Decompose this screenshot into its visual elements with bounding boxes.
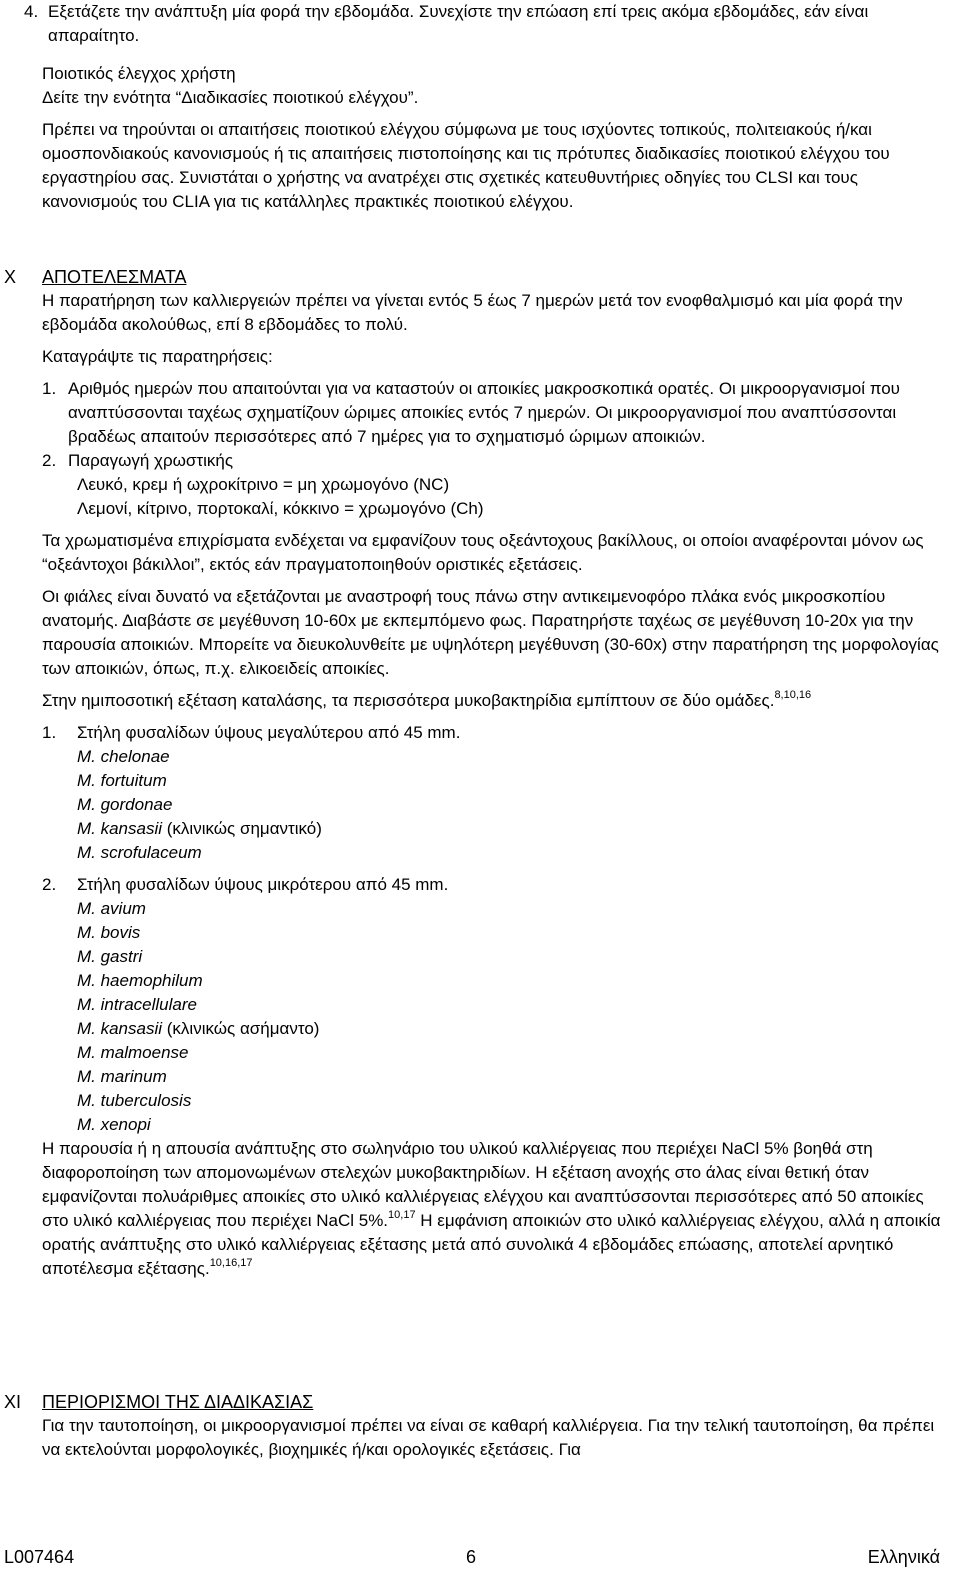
organism-name: M. gastri: [77, 947, 143, 966]
qc-title: Ποιοτικός έλεγχος χρήστη: [42, 64, 236, 83]
qc-paragraph: [42, 118, 942, 214]
organism-name: M. malmoense: [77, 1043, 189, 1062]
record-observations: Καταγράψτε τις παρατηρήσεις:: [42, 347, 273, 366]
semi-ref: 8,10,16: [774, 689, 812, 701]
organism-name: M. tuberculosis: [77, 1091, 192, 1110]
organism-name: M. intracellulare: [77, 995, 197, 1014]
page-number: 6: [466, 1547, 477, 1567]
organism-item: [42, 1017, 942, 1041]
semi-text: Στην ημιποσοτική εξέταση καταλάσης, τα περισσότερα μυκοβακτηρίδια εμπίπτουν σε δύο ομάδες.: [42, 691, 775, 710]
organism-item: [42, 1041, 942, 1065]
group-2: [42, 873, 942, 897]
organism-item: [42, 897, 942, 921]
result-item-1: [42, 377, 942, 449]
organism-item: [42, 993, 942, 1017]
result-item-2-number: 2.: [42, 451, 57, 470]
organism-name: M. gordonae: [77, 795, 173, 814]
organism-name: M. chelonae: [77, 747, 170, 766]
qc-see-section: Δείτε την ενότητα “Διαδικασίες ποιοτικού ελέγχου”.: [42, 88, 419, 107]
organism-name: M. xenopi: [77, 1115, 151, 1134]
group-1-number: 1.: [42, 723, 57, 742]
nacl-text-a: Η παρουσία ή η απουσία ανάπτυξης στο σωληνάριο του υλικού καλλιέργειας που περιέχει NaCl 5% βοηθά στη διαφοροποίηση των απομονωμένων στελεχών μυκοβακτηριδίων. Η εξέταση ανοχής στο άλας είναι θετική όταν εμφανίζονται πολυάριθμες αποικίες στο υλικό καλλιέργειας ελέγχου και αναπτύσσονται περισσότερες από 50 αποικίες στο υλικό καλλιέργειας που περιέχει NaCl 5%.: [42, 1139, 924, 1230]
quality-control: [42, 62, 942, 214]
organism-name: M. avium: [77, 899, 146, 918]
section-x-body: [42, 289, 942, 1281]
semi-quantitative: [42, 689, 942, 713]
organism-name: M. bovis: [77, 923, 141, 942]
organism-name: M. fortuitum: [77, 771, 167, 790]
group-1: [42, 721, 942, 745]
organism-item: [42, 1089, 942, 1113]
organism-item: [42, 841, 942, 865]
nacl-text-b: Η εμφάνιση αποικιών στο υλικό καλλιέργειας ελέγχου, αλλά η αποικία ορατής ανάπτυξης στο υλικό καλλιέργειας εξέτασης μετά από συνολικά 4 εβδομάδες επώασης, αποτελεί αρνητικό αποτέλεσμα εξέτασης.: [42, 1211, 941, 1278]
section-xi-body: [42, 1414, 942, 1462]
organism-note: (κλινικώς ασήμαντο): [162, 1019, 320, 1038]
section-x-title: ΑΠΟΤΕΛΕΣΜΑΤΑ: [42, 267, 187, 287]
vials-observation: Οι φιάλες είναι δυνατό να εξετάζονται με αναστροφή τους πάνω στην αντικειμενοφόρο πλάκα ενός μικροσκοπίου ανατομής. Διαβάστε σε μεγέθυνση 10-60x με εκπεμπόμενο φως. Παρατηρήστε ταχέως σε μεγέθυνση 10-20x για την παρουσία αποικιών. Μπορείτε να διευκολυνθείτε με υψηλότερη μεγέθυνση (30-60x) στην παρατήρηση της μορφολογίας των αποικιών, όπως, π.χ. ελικοειδείς αποικίες.: [42, 587, 939, 678]
organism-item: [42, 1113, 942, 1137]
organism-item: [42, 945, 942, 969]
pigment-ch: Λεμονί, κίτρινο, πορτοκαλί, κόκκινο = χρωμογόνο (Ch): [77, 499, 484, 518]
step-4: [24, 0, 944, 48]
section-xi-title: ΠΕΡΙΟΡΙΣΜΟΙ ΤΗΣ ΔΙΑΔΙΚΑΣΙΑΣ: [42, 1392, 314, 1412]
organism-item: [42, 817, 942, 841]
qc-para-a: Πρέπει να τηρούνται οι απαιτήσεις ποιοτικού ελέγχου σύμφωνα με τους ισχύοντες τοπικούς, πολιτειακούς ή/και ομοσπονδιακούς κανονισμούς ή τις απαιτήσεις πιστοποίησης και τις πρότυπες διαδικασίες ποιοτικού ελέγχου του εργαστηρίου σας.: [42, 120, 890, 187]
group-2-text: Στήλη φυσαλίδων ύψους μικρότερου από 45 mm.: [77, 875, 449, 894]
limitations-text: Για την ταυτοποίηση, οι μικροοργανισμοί πρέπει να είναι σε καθαρή καλλιέργεια. Για την τελική ταυτοποίηση, θα πρέπει να εκτελούνται μορφολογικές, βιοχημικές ή/και ορολογικές εξετάσεις. Για: [42, 1416, 935, 1459]
result-item-1-text: Αριθμός ημερών που απαιτούνται για να καταστούν οι αποικίες μακροσκοπικά ορατές. Οι μικροοργανισμοί που αναπτύσσονται ταχέως σχηματίζουν ώριμες αποικίες εντός 7 ημερών. Οι μικροοργανισμοί που αναπτύσσονται βραδέως απαιτούν περισσότερες από 7 ημέρες για το σχηματισμό ώριμων αποικιών.: [68, 379, 900, 446]
document-code: L007464: [4, 1547, 75, 1567]
coated-smears: Τα χρωματισμένα επιχρίσματα ενδέχεται να εμφανίζουν τους οξεάντοχους βακίλλους, οι οποίοι αναφέρονται μόνον ως “οξεάντοχοι βάκιλλοι”, εκτός εάν πραγματοποιηθούν οριστικές εξετάσεις.: [42, 531, 924, 574]
group-1-organisms: [42, 745, 942, 865]
organism-note: (κλινικώς σημαντικό): [162, 819, 322, 838]
section-x-number: X: [4, 267, 17, 287]
step-4-text: Εξετάζετε την ανάπτυξη μία φορά την εβδομάδα. Συνεχίστε την επώαση επί τρεις ακόμα εβδομάδες, εάν είναι απαραίτητο.: [48, 2, 869, 45]
group-2-organisms: [42, 897, 942, 1137]
footer-language: Ελληνικά: [867, 1547, 940, 1567]
organism-item: [42, 969, 942, 993]
result-item-2-text: Παραγωγή χρωστικής: [68, 451, 234, 470]
group-2-number: 2.: [42, 875, 57, 894]
qc-para-b: Συνιστάται ο χρήστης να ανατρέχει στις σχετικές κατευθυντήριες οδηγίες του CLSI και τους κανονισμούς του CLIA για τις κατάλληλες πρακτικές ποιοτικού ελέγχου.: [42, 168, 858, 211]
organism-item: [42, 745, 942, 769]
nacl-ref-1: 10,17: [388, 1209, 416, 1221]
pigment-nc: Λευκό, κρεμ ή ωχροκίτρινο = μη χρωμογόνο (NC): [77, 475, 450, 494]
results-intro: Η παρατήρηση των καλλιεργειών πρέπει να γίνεται εντός 5 έως 7 ημερών μετά τον ενοφθαλμισμό και μία φορά την εβδομάδα ακολούθως, επί 8 εβδομάδες το πολύ.: [42, 291, 903, 334]
organism-item: [42, 793, 942, 817]
organism-name: M. marinum: [77, 1067, 167, 1086]
organism-name: M. haemophilum: [77, 971, 203, 990]
section-xi-number: XI: [4, 1392, 22, 1412]
organism-name: M. kansasii: [77, 819, 163, 838]
group-1-text: Στήλη φυσαλίδων ύψους μεγαλύτερου από 45 mm.: [77, 723, 461, 742]
nacl-paragraph: [42, 1137, 942, 1281]
result-item-2: [42, 449, 942, 473]
result-item-1-number: 1.: [42, 379, 57, 398]
organism-item: [42, 921, 942, 945]
organism-name: M. scrofulaceum: [77, 843, 202, 862]
nacl-ref-2: 10,16,17: [209, 1257, 253, 1269]
organism-name: M. kansasii: [77, 1019, 163, 1038]
organism-item: [42, 769, 942, 793]
step-4-number: 4.: [24, 2, 39, 21]
organism-item: [42, 1065, 942, 1089]
